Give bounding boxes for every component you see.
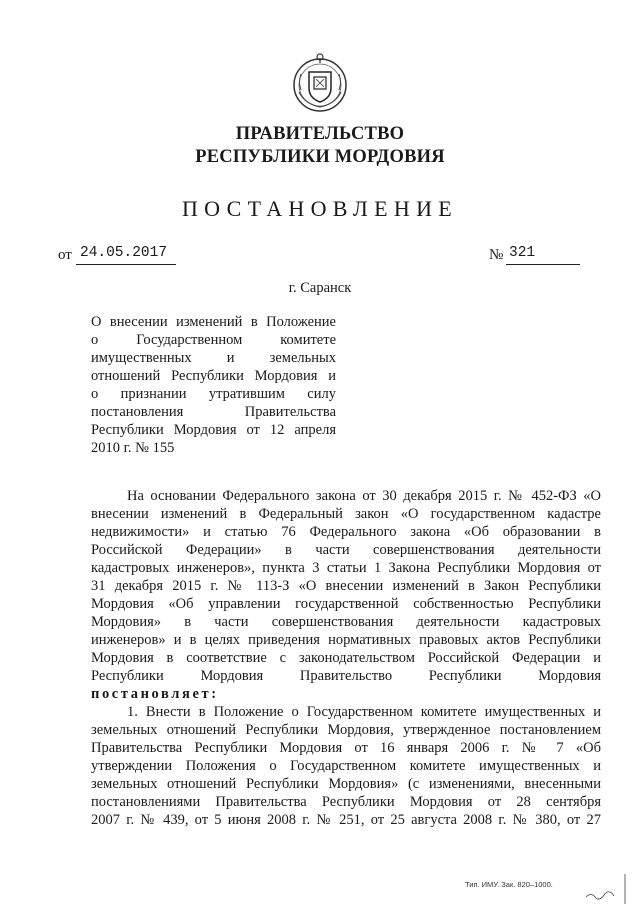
body-line: внесении изменений в Федеральный закон «О государственном кадастре xyxy=(91,506,601,522)
body-line: земельных отношений Республики Мордовия, утвержденное постановлением xyxy=(91,722,601,738)
body-line: кадастровых инженеров», пункта 3 статьи 1 Закона Республики Мордовия от xyxy=(91,560,601,576)
number-prefix: № xyxy=(489,247,504,263)
body-line: утверждении Положения о Государственном комитете имущественных и xyxy=(91,758,601,774)
body-line: постановлениями Правительства Республики Мордовия от 28 сентября xyxy=(91,794,601,810)
date-prefix: от xyxy=(58,247,72,263)
title-line: о признании утратившим силу xyxy=(91,386,336,402)
body-line: Мордовия «Об управлении государственной собственностью Республики xyxy=(91,596,601,612)
body-line: На основании Федерального закона от 30 декабря 2015 г. № 452-ФЗ «О xyxy=(127,488,601,504)
document-type: ПОСТАНОВЛЕНИЕ xyxy=(181,196,459,221)
org-name-line1: ПРАВИТЕЛЬСТВО xyxy=(235,124,405,144)
body-line: Республики Мордовия Правительство Республики Мордовия xyxy=(91,668,601,684)
title-line: Республики Мордовия от 12 апреля xyxy=(91,422,336,438)
number-underline xyxy=(506,264,580,265)
document-date: 24.05.2017 xyxy=(80,245,168,261)
org-name-line2: РЕСПУБЛИКИ МОРДОВИЯ xyxy=(195,147,445,167)
resolution-word: постановляет: xyxy=(91,686,219,702)
title-line: имущественных и земельных xyxy=(91,350,336,366)
city: г. Саранск xyxy=(288,280,352,296)
body-line: Правительства Республики Мордовия от 16 января 2006 г. № 7 «Об xyxy=(91,740,601,756)
body-line: Российской Федерации» в части совершенствования деятельности xyxy=(91,542,601,558)
body-line: Мордовия» в части совершенствования деятельности кадастровых xyxy=(91,614,601,630)
body-line: недвижимости» и статью 76 Федерального закона «Об образовании в xyxy=(91,524,601,540)
signature-mark-icon xyxy=(585,890,615,900)
body-line: земельных отношений Республики Мордовия» (с изменениями, внесенными xyxy=(91,776,601,792)
title-line: отношений Республики Мордовия и xyxy=(91,368,336,384)
title-line: 2010 г. № 155 xyxy=(91,440,175,456)
body-line: 31 декабря 2015 г. № 113-З «О внесении изменений в Закон Республики xyxy=(91,578,601,594)
print-mark: Тип. ИМУ. Зак. 820–1000. xyxy=(465,880,553,889)
date-underline xyxy=(76,264,176,265)
body-line: Мордовия в соответствие с законодательством Российской Федерации и xyxy=(91,650,601,666)
title-line: о Государственном комитете xyxy=(91,332,336,348)
title-line: постановления Правительства xyxy=(91,404,336,420)
body-line: 2007 г. № 439, от 5 июня 2008 г. № 251, от 25 августа 2008 г. № 380, от 27 xyxy=(91,812,601,828)
margin-mark-icon xyxy=(624,874,626,904)
body-line: инженеров» и в целях приведения нормативных правовых актов Республики xyxy=(91,632,601,648)
coat-of-arms-icon xyxy=(289,52,351,114)
body-line: 1. Внести в Положение о Государственном комитете имущественных и xyxy=(127,704,601,720)
document-number: 321 xyxy=(509,245,536,261)
title-line: О внесении изменений в Положение xyxy=(91,314,336,330)
document-title xyxy=(91,313,336,457)
document-body xyxy=(91,487,601,829)
